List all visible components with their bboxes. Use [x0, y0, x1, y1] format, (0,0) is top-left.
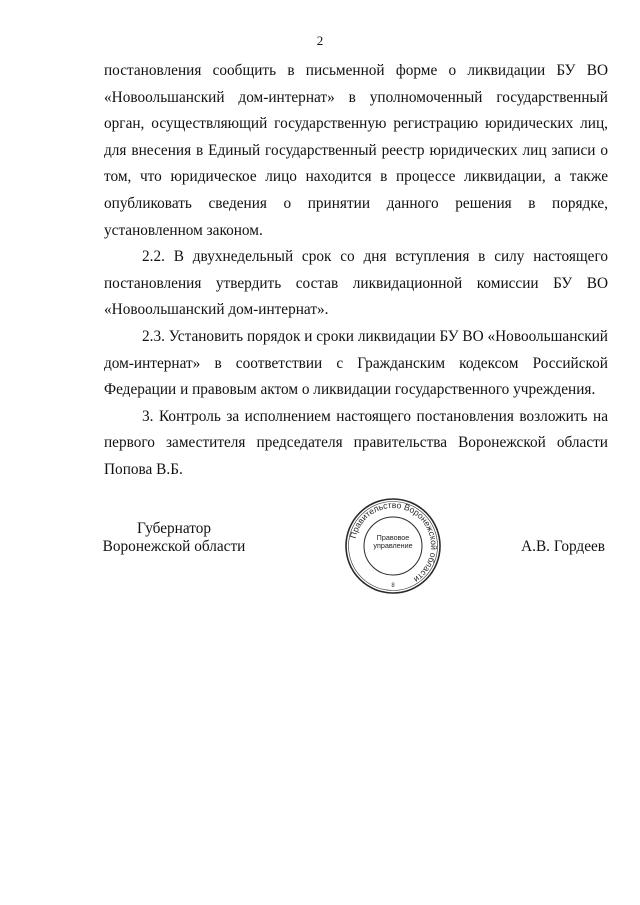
paragraph-2-3: 2.3. Установить порядок и сроки ликвидации БУ ВО «Новоольшанский дом-интернат» в соответствии с Гражданским кодексом Российской Федерации и правовым актом о ликвидации государственного учреждения. [104, 327, 608, 399]
document-body [104, 58, 608, 484]
signatory-position-line2: Воронежской области [102, 538, 246, 555]
signatory-position-line1: Губернатор [136, 520, 212, 537]
stamp-number: 8 [391, 583, 395, 589]
stamp-center-line2: управление [373, 541, 413, 551]
signatory-position [96, 520, 252, 556]
paragraph-continuation: постановления сообщить в письменной форме о ликвидации БУ ВО «Новоольшанский дом-интернат» в уполномоченный государственный орган, осуществляющий государственную регистрацию юридических лиц, для внесения в Единый государственный реестр юридических лиц записи о том, что юридическое лицо находится в процессе ликвидации, а также опубликовать сведения о принятии данного решения в порядке, установленном законом. [104, 62, 608, 239]
paragraph-3: 3. Контроль за исполнением настоящего постановления возложить на первого заместителя председателя правительства Воронежской области Попова В.Б. [104, 407, 608, 478]
stamp-center-text [371, 534, 415, 550]
page-number: 2 [316, 33, 324, 48]
signatory-name: А.В. Гордеев [521, 538, 605, 555]
official-stamp [343, 496, 443, 596]
paragraph-2-2: 2.2. В двухнедельный срок со дня вступления в силу настоящего постановления утвердить состав ликвидационной комиссии БУ ВО «Новоольшанский дом-интернат». [104, 248, 608, 319]
stamp-center-line1: Правовое [376, 533, 410, 542]
stamp-ring-text: Правительство Воронежской области [347, 499, 440, 585]
